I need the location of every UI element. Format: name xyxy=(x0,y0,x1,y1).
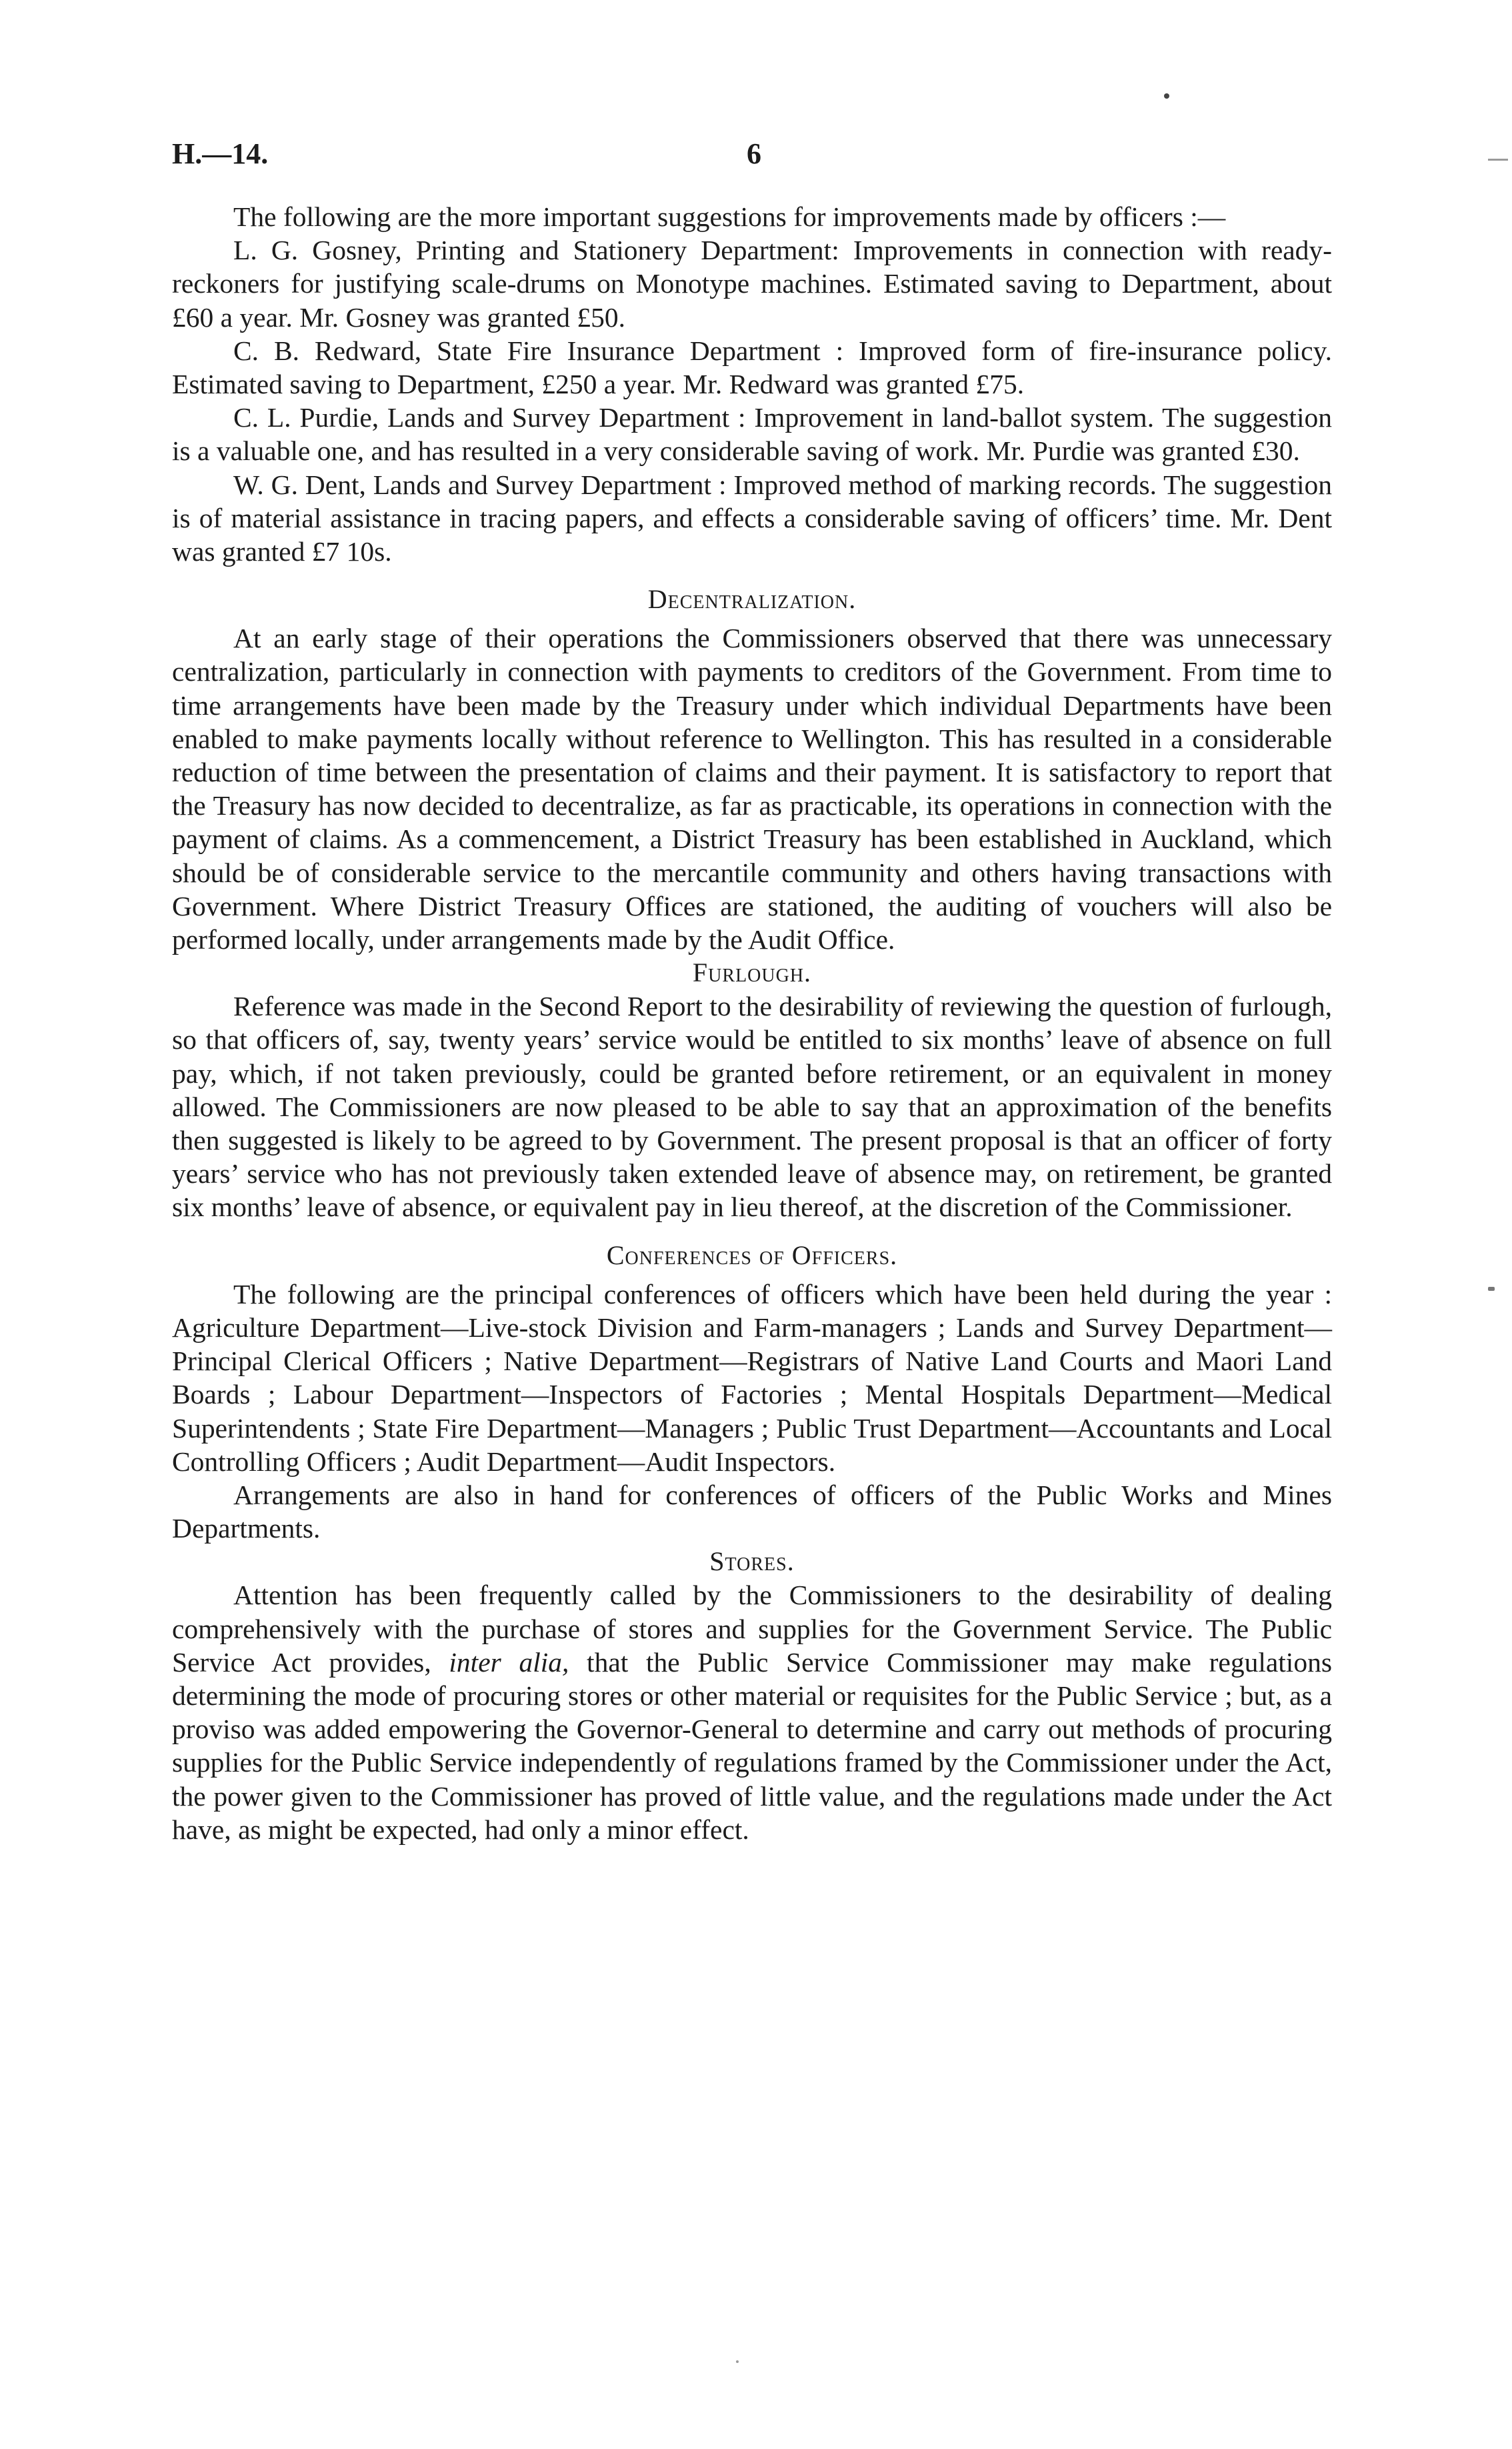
suggestion-item: W. G. Dent, Lands and Survey Department : Improved method of marking records. The suggestion is of material assistance in tracing papers, and effects a considerable saving of officers’ time. Mr. Dent was granted £7 10s. xyxy=(172,469,1332,567)
page-number: 6 xyxy=(747,137,761,170)
section-paragraph xyxy=(172,1578,1332,1846)
furlough-section xyxy=(172,956,1332,1223)
section-paragraph: Arrangements are also in hand for conferences of officers of the Public Works and Mines Departments. xyxy=(172,1479,1332,1544)
decentralization-section xyxy=(172,583,1332,956)
section-paragraph: At an early stage of their operations the Commissioners observed that there was unnecessary centralization, particularly in connection with payments to creditors of the Government. From time to time arrangements have been made by the Treasury under which individual Departments have been enabled to make payments locally without reference to Wellington. This has resulted in a considerable reduction of time between the presentation of claims and their payment. It is satisfactory to report that the Treasury has now decided to decentralize, as far as practicable, its operations in connection with the payment of claims. As a commencement, a District Treasury has been established in Auckland, which should be of considerable service to the mercantile community and others having transactions with Government. Where District Treasury Offices are stationed, the auditing of vouchers will also be performed locally, under arrangements made by the Audit Office. xyxy=(172,623,1332,955)
margin-mark xyxy=(1488,159,1508,161)
section-heading: Conferences of Officers. xyxy=(606,1240,898,1270)
page-header xyxy=(172,137,1332,177)
suggestion-item: C. L. Purdie, Lands and Survey Department : Improvement in land-ballot system. The suggestion is a valuable one, and has resulted in a very considerable saving of work. Mr. Purdie was granted £30. xyxy=(172,402,1332,467)
page-body xyxy=(172,200,1332,1846)
ink-speck xyxy=(1164,93,1169,99)
section-heading: Decentralization. xyxy=(647,584,857,615)
ink-speck xyxy=(736,2360,739,2363)
section-heading: Furlough. xyxy=(692,957,812,988)
text-run: Attention has been frequently called by the Commissioners to the desirability of dealing comprehensively with the purchase of stores and supplies for the Government Service. The Public Service Act provides, xyxy=(172,1580,1332,1678)
text-run: that the Public Service Commissioner may make regulations determining the mode of procuring stores or other material or requisites for the Public Service ; but, as a proviso was added empowering the Governor-General to determine and carry out methods of procuring supplies for the Public Service independently of regulations framed by the Commissioner under the Act, the power given to the Commissioner has proved of little value, and the regulations made under the Act have, as might be expected, had only a minor effect. xyxy=(172,1646,1332,1845)
latin-phrase: inter alia, xyxy=(449,1646,569,1678)
suggestion-item: C. B. Redward, State Fire Insurance Department : Improved form of fire-insurance policy. Estimated saving to Department, £250 a year. Mr. Redward was granted £75. xyxy=(172,335,1332,400)
stores-section xyxy=(172,1545,1332,1846)
suggestions-section xyxy=(172,200,1332,568)
suggestions-intro: The following are the more important suggestions for improvements made by officers :— xyxy=(233,201,1226,232)
section-paragraph: The following are the principal conferences of officers which have been held during the year : Agriculture Department—Live-stock Division and Farm-managers ; Lands and Survey Department—Principal Clerical Officers ; Native Department—Registrars of Native Land Courts and Maori Land Boards ; Labour Department—Inspectors of Factories ; Mental Hospitals Department—Medical Superintendents ; State Fire Department—Managers ; Public Trust Department—Accountants and Local Controlling Officers ; Audit Department—Audit Inspectors. xyxy=(172,1278,1332,1477)
margin-mark xyxy=(1488,1287,1495,1291)
report-reference: H.—14. xyxy=(172,137,269,170)
conferences-section xyxy=(172,1239,1332,1546)
suggestion-item: L. G. Gosney, Printing and Stationery Department: Improvements in connection with ready-reckoners for justifying scale-drums on Monotype machines. Estimated saving to Department, about £60 a year. Mr. Gosney was granted £50. xyxy=(172,235,1332,333)
section-paragraph: Reference was made in the Second Report to the desirability of reviewing the question of furlough, so that officers of, say, twenty years’ service would be entitled to six months’ leave of absence on full pay, which, if not taken previously, could be granted before retirement, or an equivalent in money allowed. The Commissioners are now pleased to be able to say that an approximation of the benefits then suggested is likely to be agreed to by Government. The present proposal is that an officer of forty years’ service who has not previously taken extended leave of absence may, on retirement, be granted six months’ leave of absence, or equivalent pay in lieu thereof, at the discretion of the Commissioner. xyxy=(172,991,1332,1223)
section-heading: Stores. xyxy=(709,1546,795,1577)
